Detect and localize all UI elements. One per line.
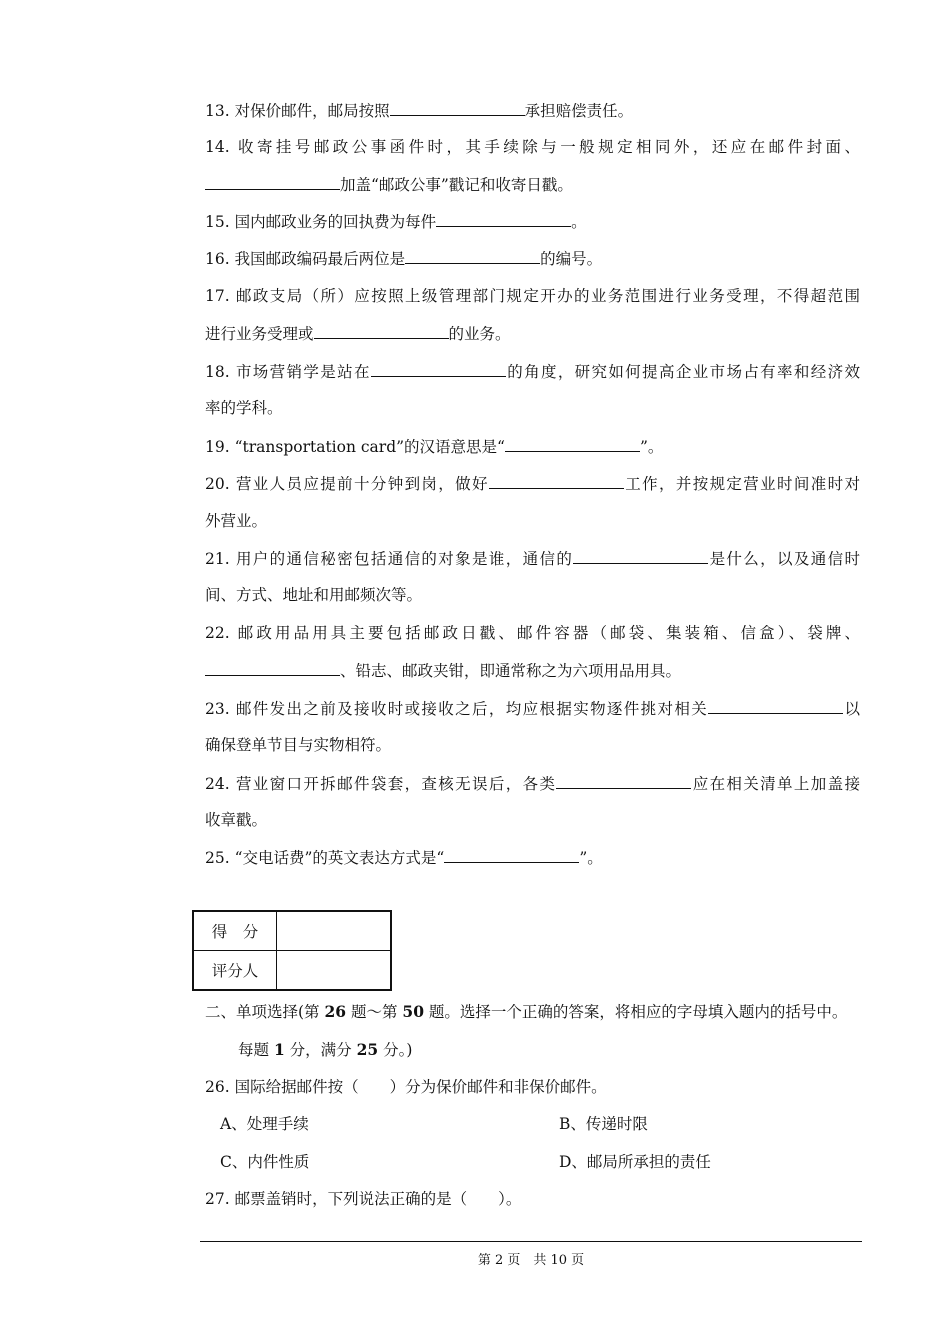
score-table (192, 910, 392, 991)
q18-text-end: 的角度，研究如何提高企业市场占有率和经济效 (505, 363, 860, 381)
question-23 (205, 698, 860, 719)
q13-text: 13. 对保价邮件，邮局按照 (205, 102, 390, 120)
question-19 (205, 436, 860, 457)
answer-blank[interactable] (436, 211, 571, 227)
answer-blank[interactable] (505, 436, 640, 452)
section-2-start-number: 26 (324, 1002, 347, 1021)
section-2-scoring (238, 1040, 858, 1060)
question-25 (205, 847, 860, 868)
q13-text-end: 承担赔偿责任。 (524, 102, 634, 120)
q25-text: 25. “交电话费”的英文表达方式是“ (205, 849, 445, 867)
question-18-cont: 率的学科。 (205, 399, 283, 417)
q17-text: 进行业务受理或 (205, 325, 314, 343)
answer-blank[interactable] (314, 323, 449, 339)
q19-text-end: ”。 (639, 438, 664, 456)
q23-text: 23. 邮件发出之前及接收时或接收之后，均应根据实物逐件挑对相关 (205, 700, 709, 718)
question-17-cont (205, 323, 860, 344)
section-2-text: 每题 (238, 1041, 274, 1059)
answer-blank[interactable] (489, 473, 624, 489)
question-21 (205, 548, 860, 569)
question-16 (205, 248, 860, 269)
question-18 (205, 361, 860, 382)
grader-label: 评分人 (193, 951, 277, 991)
section-2-text: 题～第 (346, 1003, 403, 1021)
section-2-heading (205, 1002, 865, 1022)
q25-text-end: ”。 (579, 849, 603, 867)
section-2-text: 题。选择一个正确的答案，将相应的字母填入题内的括号中。 (424, 1003, 848, 1021)
question-15 (205, 211, 860, 232)
answer-blank[interactable] (390, 100, 525, 116)
q24-text-end: 应在相关清单上加盖接 (691, 775, 860, 793)
question-22-cont (205, 660, 860, 681)
score-field[interactable] (277, 911, 392, 951)
option-c[interactable]: C、内件性质 (220, 1153, 310, 1171)
question-23-cont: 确保登单节目与实物相符。 (205, 736, 392, 754)
q24-text: 24. 营业窗口开拆邮件袋套，查核无误后，各类 (205, 775, 557, 793)
question-20-cont: 外营业。 (205, 512, 268, 530)
question-14-cont (205, 174, 860, 195)
answer-blank[interactable] (573, 548, 708, 564)
q21-text-end: 是什么，以及通信时 (708, 550, 860, 568)
question-20 (205, 473, 860, 494)
section-2-end-number: 50 (402, 1002, 424, 1021)
q15-text-end: 。 (571, 213, 587, 231)
option-a[interactable]: A、处理手续 (220, 1115, 309, 1133)
q16-text-end: 的编号。 (540, 250, 603, 268)
q17-text-end: 的业务。 (448, 325, 511, 343)
points-per-question: 1 (273, 1040, 285, 1059)
answer-blank[interactable] (405, 248, 540, 264)
score-label: 得 分 (193, 911, 277, 951)
total-points: 25 (356, 1040, 379, 1059)
answer-blank[interactable] (205, 660, 340, 676)
q19-text: 19. “transportation card”的汉语意思是“ (205, 438, 505, 456)
section-2-text: 分。) (378, 1041, 413, 1059)
question-13 (205, 100, 860, 121)
question-17: 17. 邮政支局（所）应按照上级管理部门规定开办的业务范围进行业务受理，不得超范围 (205, 287, 860, 305)
question-21-cont: 间、方式、地址和用邮频次等。 (205, 586, 423, 604)
q21-text: 21. 用户的通信秘密包括通信的对象是谁，通信的 (205, 550, 574, 568)
answer-blank[interactable] (444, 847, 579, 863)
answer-blank[interactable] (556, 773, 691, 789)
q20-text: 20. 营业人员应提前十分钟到岗，做好 (205, 475, 489, 493)
answer-blank[interactable] (708, 698, 843, 714)
question-27: 27. 邮票盖销时，下列说法正确的是（ ）。 (205, 1190, 522, 1208)
option-d[interactable]: D、邮局所承担的责任 (559, 1153, 711, 1171)
option-b[interactable]: B、传递时限 (559, 1115, 648, 1133)
q22-text-end: 、铅志、邮政夹钳，即通常称之为六项用品用具。 (340, 662, 682, 680)
q18-text: 18. 市场营销学是站在 (205, 363, 371, 381)
answer-blank[interactable] (205, 174, 340, 190)
page-number: 第 2 页 共 10 页 (477, 1253, 585, 1268)
section-2-text: 二、单项选择(第 (205, 1003, 325, 1021)
question-26: 26. 国际给据邮件按（ ）分为保价邮件和非保价邮件。 (205, 1078, 607, 1096)
q20-text-end: 工作，并按规定营业时间准时对 (623, 475, 860, 493)
q16-text: 16. 我国邮政编码最后两位是 (205, 250, 406, 268)
q23-text-end: 以 (843, 700, 860, 718)
grader-field[interactable] (277, 951, 392, 991)
section-2-text: 分，满分 (284, 1041, 357, 1059)
q15-text: 15. 国内邮政业务的回执费为每件 (205, 213, 437, 231)
answer-blank[interactable] (371, 361, 506, 377)
question-22: 22. 邮政用品用具主要包括邮政日戳、邮件容器（邮袋、集装箱、信盒）、袋牌、 (205, 624, 860, 642)
footer-divider (200, 1241, 862, 1242)
question-24-cont: 收章戳。 (205, 811, 268, 829)
question-14: 14. 收寄挂号邮政公事函件时，其手续除与一般规定相同外，还应在邮件封面、 (205, 138, 860, 156)
q14-text-end: 加盖“邮政公事”戳记和收寄日戳。 (340, 176, 573, 194)
question-24 (205, 773, 860, 794)
